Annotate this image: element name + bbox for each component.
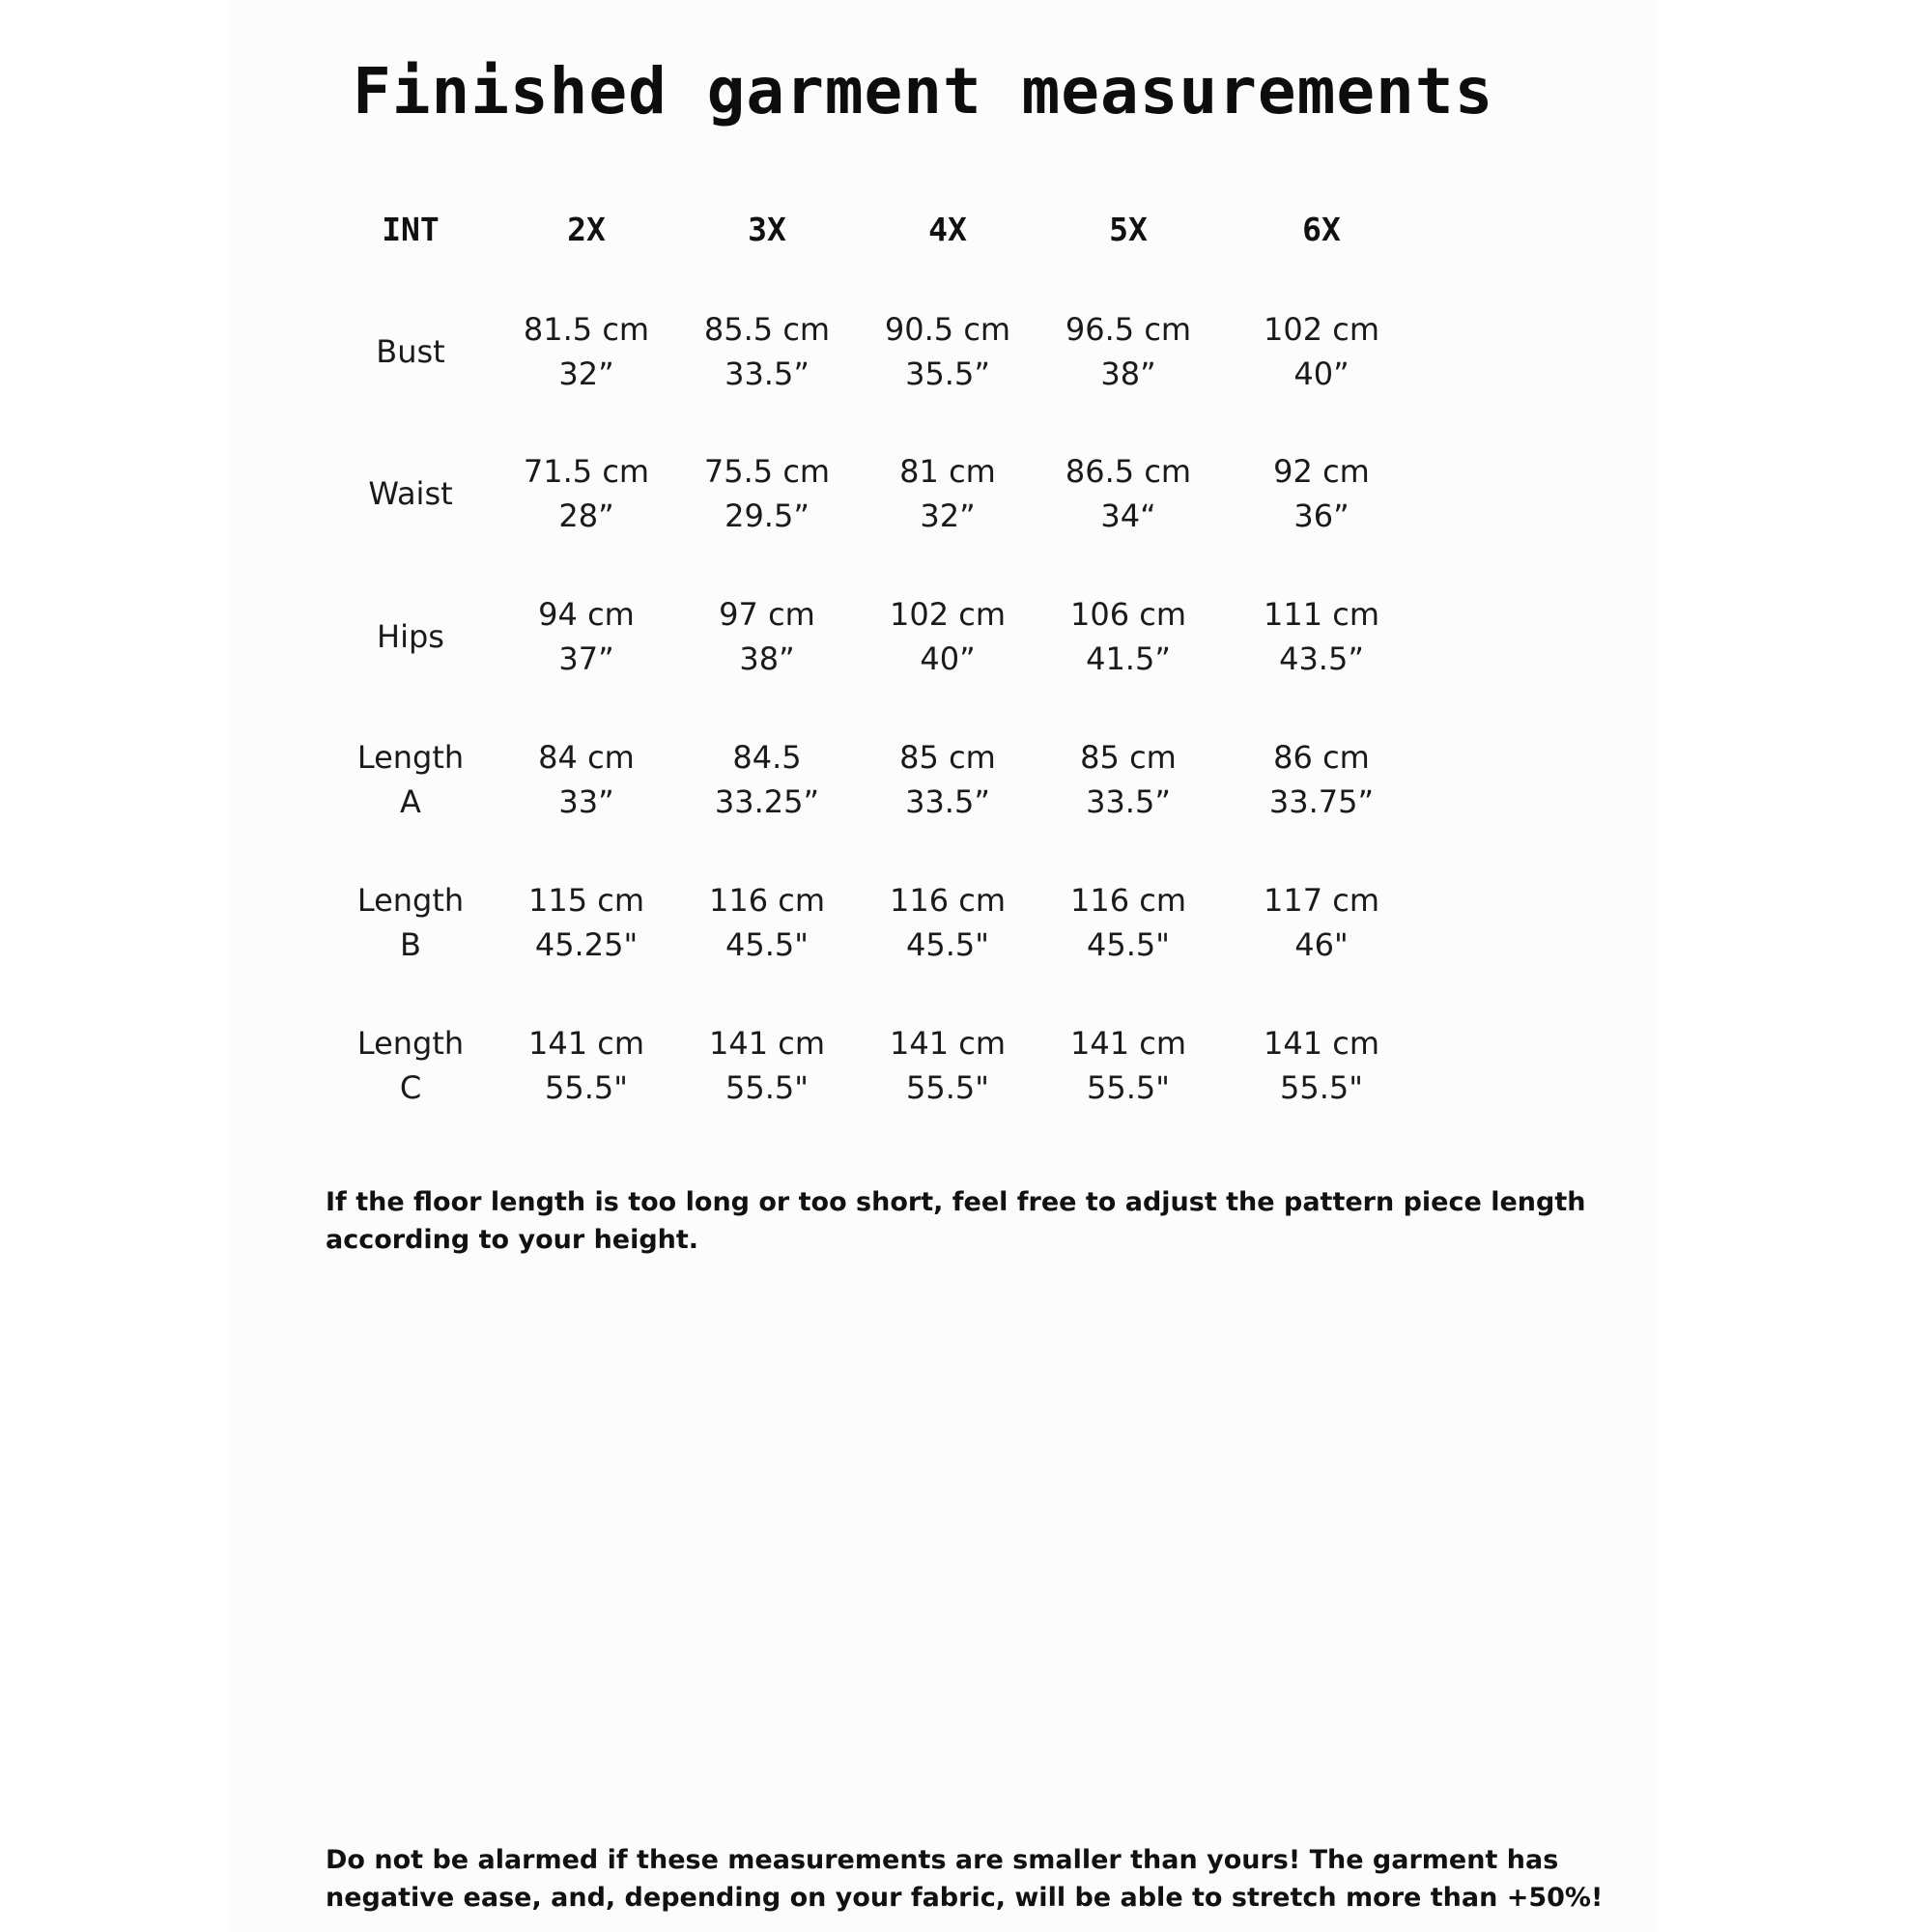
value-cm: 141 cm — [889, 1025, 1006, 1062]
value-cm: 75.5 cm — [703, 453, 831, 490]
value-cm: 141 cm — [1263, 1025, 1379, 1062]
row-label — [314, 876, 507, 969]
value-inches: 45.5" — [725, 926, 809, 963]
measurement-cell — [851, 590, 1044, 683]
value-cm: 96.5 cm — [1065, 311, 1192, 348]
value-inches: 38” — [739, 640, 795, 677]
value-inches: 33.75” — [1268, 783, 1375, 820]
value-inches: 28” — [558, 497, 614, 534]
measurement-cell — [1225, 1019, 1418, 1112]
value-inches: 33.5” — [905, 783, 990, 820]
measurement-cell — [490, 447, 683, 540]
row-label-line: Length — [356, 739, 465, 776]
value-cm: 94 cm — [538, 596, 635, 633]
row-label — [314, 590, 507, 683]
measurement-cell — [1225, 590, 1418, 683]
negative-ease-note: Do not be alarmed if these measurements are smaller than yours! The garment has negative ease, and, depending on your fabric, will be able to stretch more than +50%! — [326, 1845, 1604, 1913]
value-cm: 117 cm — [1263, 882, 1379, 919]
value-inches: 33.5” — [1086, 783, 1171, 820]
value-inches: 55.5" — [1280, 1069, 1363, 1106]
value-cm: 84 cm — [538, 739, 635, 776]
value-inches: 35.5” — [905, 355, 990, 392]
row-label-line: C — [399, 1069, 422, 1106]
value-cm: 141 cm — [708, 1025, 825, 1062]
value-cm: 86 cm — [1273, 739, 1370, 776]
measurement-cell — [490, 733, 683, 826]
value-inches: 36” — [1293, 497, 1350, 534]
value-inches: 33.25” — [714, 783, 820, 820]
size-header-6x: 6X — [1302, 211, 1341, 248]
value-inches: 46" — [1294, 926, 1349, 963]
value-cm: 90.5 cm — [884, 311, 1011, 348]
value-inches: 40” — [1293, 355, 1350, 392]
value-inches: 55.5" — [1087, 1069, 1170, 1106]
value-cm: 111 cm — [1263, 596, 1379, 633]
value-inches: 45.25" — [534, 926, 639, 963]
value-cm: 81.5 cm — [523, 311, 650, 348]
size-header-5x: 5X — [1109, 211, 1148, 248]
measurement-cell — [670, 590, 864, 683]
measurement-cell — [851, 305, 1044, 398]
value-inches: 55.5" — [545, 1069, 628, 1106]
size-header-2x: 2X — [567, 211, 606, 248]
value-cm: 81 cm — [899, 453, 996, 490]
value-inches: 55.5" — [725, 1069, 809, 1106]
value-inches: 38” — [1100, 355, 1156, 392]
row-label — [314, 447, 507, 540]
size-header-3x: 3X — [748, 211, 786, 248]
measurement-cell — [1225, 876, 1418, 969]
size-header-4x: 4X — [928, 211, 967, 248]
corner-label: INT — [382, 211, 440, 248]
measurement-cell — [1032, 447, 1225, 540]
measurement-cell — [490, 590, 683, 683]
value-cm: 141 cm — [1069, 1025, 1186, 1062]
measurement-cell — [1225, 447, 1418, 540]
row-label-line: Waist — [368, 475, 453, 512]
value-cm: 116 cm — [889, 882, 1006, 919]
measurement-cell — [1032, 590, 1225, 683]
value-inches: 33” — [558, 783, 614, 820]
floor-length-note: If the floor length is too long or too short, feel free to adjust the pattern piece length according to your height. — [326, 1187, 1586, 1255]
measurement-cell — [490, 305, 683, 398]
measurement-cell — [851, 733, 1044, 826]
page-title: Finished garment measurements — [353, 54, 1494, 128]
row-label — [314, 305, 507, 398]
value-cm: 86.5 cm — [1065, 453, 1192, 490]
value-cm: 84.5 — [732, 739, 802, 776]
measurement-cell — [670, 1019, 864, 1112]
value-inches: 40” — [920, 640, 976, 677]
value-inches: 32” — [558, 355, 614, 392]
measurement-cell — [1032, 733, 1225, 826]
measurement-cell — [1032, 305, 1225, 398]
measurement-cell — [670, 447, 864, 540]
value-inches: 41.5” — [1086, 640, 1171, 677]
value-inches: 37” — [558, 640, 614, 677]
value-inches: 29.5” — [724, 497, 810, 534]
value-inches: 45.5" — [906, 926, 989, 963]
value-cm: 85.5 cm — [703, 311, 831, 348]
value-cm: 116 cm — [708, 882, 825, 919]
measurement-cell — [670, 733, 864, 826]
value-cm: 141 cm — [527, 1025, 644, 1062]
measurement-cell — [490, 1019, 683, 1112]
measurement-cell — [670, 876, 864, 969]
value-cm: 102 cm — [889, 596, 1006, 633]
value-cm: 71.5 cm — [523, 453, 650, 490]
row-label-line: Bust — [376, 333, 445, 370]
row-label-line: Length — [356, 1025, 465, 1062]
value-cm: 97 cm — [719, 596, 815, 633]
value-cm: 102 cm — [1263, 311, 1379, 348]
value-inches: 34“ — [1100, 497, 1156, 534]
measurement-cell — [670, 305, 864, 398]
value-cm: 92 cm — [1273, 453, 1370, 490]
value-inches: 43.5” — [1279, 640, 1364, 677]
measurement-cell — [851, 447, 1044, 540]
measurement-cell — [490, 876, 683, 969]
measurement-cell — [851, 876, 1044, 969]
measurement-cell — [851, 1019, 1044, 1112]
measurement-cell — [1225, 305, 1418, 398]
measurement-cell — [1032, 876, 1225, 969]
measurement-cell — [1225, 733, 1418, 826]
value-inches: 33.5” — [724, 355, 810, 392]
row-label-line: B — [400, 926, 421, 963]
measurement-cell — [1032, 1019, 1225, 1112]
value-cm: 115 cm — [527, 882, 644, 919]
row-label-line: A — [400, 783, 421, 820]
row-label — [314, 1019, 507, 1112]
value-cm: 85 cm — [1080, 739, 1177, 776]
value-cm: 116 cm — [1069, 882, 1186, 919]
value-inches: 55.5" — [906, 1069, 989, 1106]
value-cm: 106 cm — [1069, 596, 1186, 633]
value-cm: 85 cm — [899, 739, 996, 776]
row-label-line: Hips — [377, 618, 444, 655]
row-label-line: Length — [356, 882, 465, 919]
row-label — [314, 733, 507, 826]
value-inches: 45.5" — [1087, 926, 1170, 963]
value-inches: 32” — [920, 497, 976, 534]
